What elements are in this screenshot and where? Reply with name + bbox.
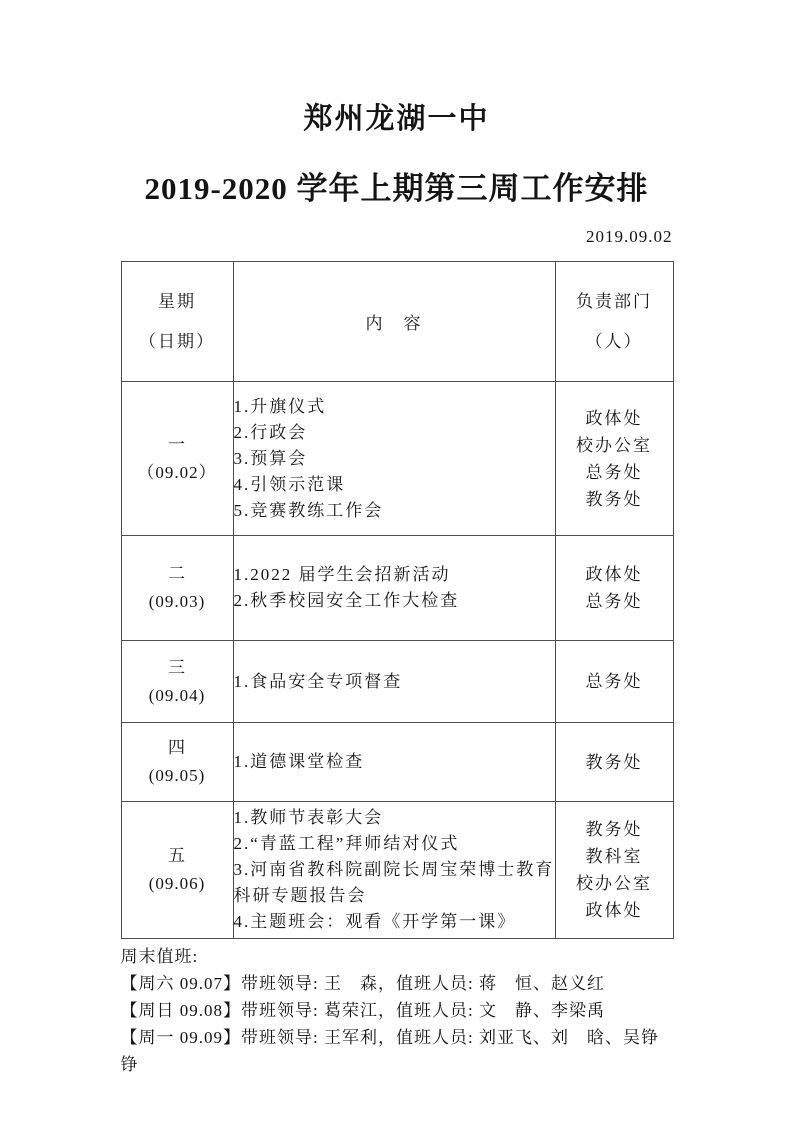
dept-item: 政体处: [585, 408, 643, 428]
content-cell: [233, 382, 555, 536]
day-line: 一: [168, 434, 186, 454]
weekend-duty-lines: [121, 970, 673, 1078]
schedule-item: 2.行政会: [233, 422, 308, 442]
page-title: 郑州龙湖一中: [303, 103, 490, 135]
dept-item: 教科室: [585, 847, 643, 866]
page-subtitle: 2019-2020 学年上期第三周工作安排: [144, 171, 649, 206]
document-content: [121, 0, 673, 1078]
dept-cell: [555, 723, 673, 802]
table-row: [121, 382, 673, 536]
header-day-line1: 星期: [158, 291, 196, 311]
dept-cell: [555, 536, 673, 641]
table-row: [121, 723, 673, 802]
dept-item: 政体处: [585, 565, 643, 584]
weekend-duty-heading: 周末值班:: [120, 947, 199, 966]
day-line: （09.02）: [137, 462, 217, 482]
dept-item: 教务处: [585, 752, 643, 772]
schedule-item: 2.“青蓝工程”拜师结对仪式: [233, 834, 460, 853]
day-cell: [121, 641, 233, 723]
day-cell: [121, 536, 233, 641]
dept-item: 总务处: [585, 462, 643, 482]
content-cell: [233, 641, 555, 723]
dept-item: 总务处: [585, 672, 643, 691]
day-line: 二: [168, 564, 186, 583]
day-cell: [121, 802, 233, 939]
dept-cell: [555, 641, 673, 723]
content-cell: [233, 723, 555, 802]
schedule-item: 2.秋季校园安全工作大检查: [233, 591, 460, 610]
table-row: [121, 802, 673, 939]
dept-item: 校办公室: [576, 435, 652, 455]
weekend-duty-line: 【周一 09.09】带班领导: 王军利，值班人员: 刘亚飞、刘 晗、吴铮铮: [120, 1028, 659, 1074]
schedule-item: 4.引领示范课: [233, 474, 346, 494]
dept-item: 政体处: [585, 901, 643, 920]
header-day-line2: （日期）: [139, 331, 215, 351]
header-content-cell: 内 容: [233, 262, 555, 382]
schedule-item: 5.竞赛教练工作会: [233, 500, 384, 520]
schedule-table-header: [121, 262, 673, 382]
header-row: [121, 262, 673, 382]
schedule-item: 1.2022 届学生会招新活动: [233, 565, 451, 584]
dept-cell: [555, 802, 673, 939]
day-line: (09.06): [148, 874, 206, 893]
schedule-item: 4.主题班会：观看《开学第一课》: [233, 912, 517, 931]
schedule-item: 1.升旗仪式: [233, 396, 327, 416]
header-dept-line2: （人）: [585, 331, 643, 351]
header-dept-cell: [555, 262, 673, 382]
dept-item: 总务处: [585, 592, 643, 611]
day-cell: [121, 723, 233, 802]
day-cell: [121, 382, 233, 536]
schedule-item: 1.道德课堂检查: [233, 752, 365, 771]
schedule-table: [121, 261, 674, 939]
table-row: [121, 536, 673, 641]
day-line: 四: [168, 738, 186, 757]
dept-item: 校办公室: [576, 874, 652, 893]
table-row: [121, 641, 673, 723]
day-line: 三: [168, 657, 186, 677]
dept-cell: [555, 382, 673, 536]
day-line: 五: [168, 846, 186, 865]
content-cell: [233, 536, 555, 641]
schedule-table-body: [121, 382, 673, 939]
content-cell: [233, 802, 555, 939]
schedule-item: 3.预算会: [233, 448, 308, 468]
weekend-duty-line: 【周六 09.07】带班领导: 王 森，值班人员: 蒋 恒、赵义红: [120, 974, 605, 993]
dept-item: 教务处: [585, 820, 643, 839]
day-line: (09.04): [148, 685, 206, 705]
header-dept-line1: 负责部门: [576, 291, 652, 311]
schedule-item: 1.教师节表彰大会: [233, 808, 384, 827]
dept-item: 教务处: [585, 489, 643, 509]
day-line: (09.05): [148, 766, 206, 785]
schedule-item: 3.河南省教科院副院长周宝荣博士教育科研专题报告会: [233, 860, 555, 905]
header-day-cell: [121, 262, 233, 382]
schedule-item: 1.食品安全专项督查: [233, 671, 403, 691]
weekend-duty-footer: [121, 944, 673, 1078]
weekend-duty-line: 【周日 09.08】带班领导: 葛荣江，值班人员: 文 静、李梁禹: [120, 1001, 605, 1020]
document-date: 2019.09.02: [586, 227, 673, 246]
day-line: (09.03): [148, 592, 206, 611]
